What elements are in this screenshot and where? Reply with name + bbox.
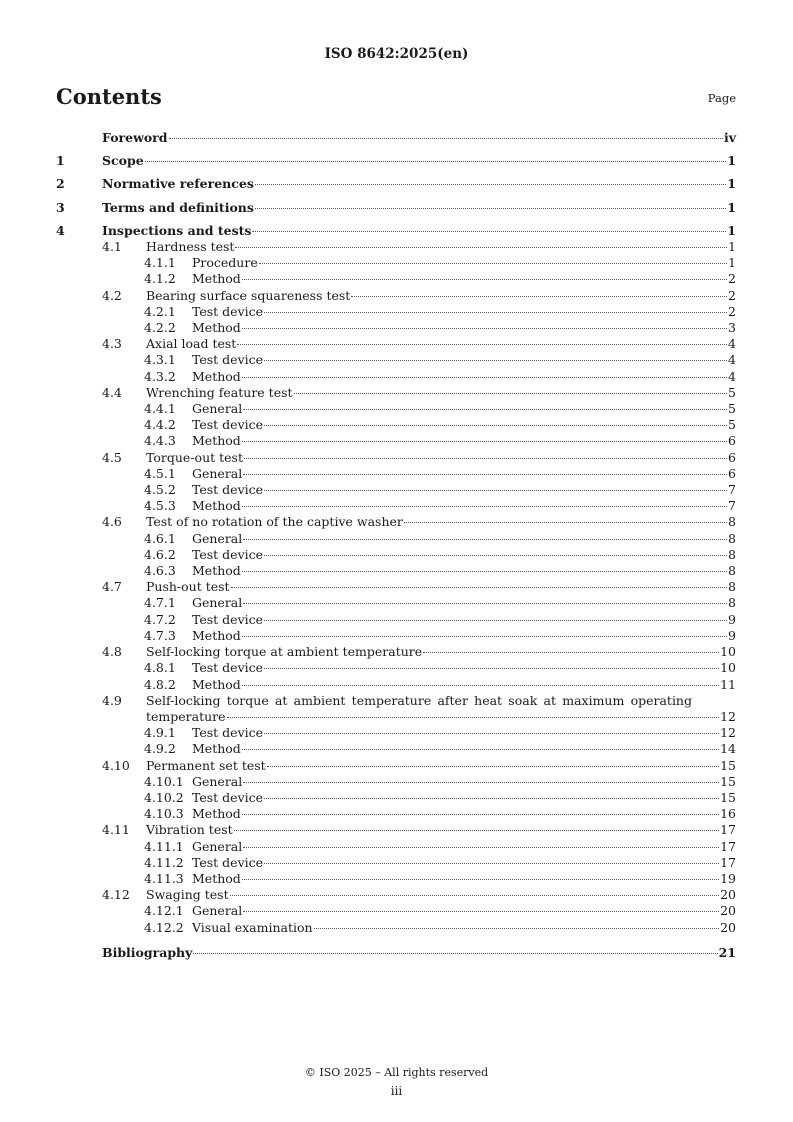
toc-entry-page: 6 <box>728 449 736 465</box>
toc-entry[interactable] <box>56 498 736 514</box>
toc-leader-dots <box>264 863 719 864</box>
toc-leader-dots <box>252 231 726 232</box>
toc-leader-dots <box>267 766 719 767</box>
toc-leader-dots <box>264 798 719 799</box>
toc-entry-number: 4 <box>56 222 65 238</box>
toc-entry-number: 4.10.3 <box>144 806 184 822</box>
toc-entry-title: Swaging test <box>146 887 229 903</box>
toc-entry-title: Terms and definitions <box>102 199 254 215</box>
toc-leader-dots <box>243 911 719 912</box>
toc-entry[interactable] <box>56 709 736 725</box>
toc-entry-title: Bearing surface squareness test <box>146 287 351 303</box>
toc-leader-dots <box>145 161 727 162</box>
toc-entry-title: Test device <box>192 482 264 498</box>
toc-entry-page: 12 <box>720 708 736 724</box>
toc-entry-title: General <box>192 465 243 481</box>
page-number: iii <box>390 1084 403 1098</box>
toc-entry-title: Test device <box>192 611 264 627</box>
toc-leader-dots <box>264 425 727 426</box>
page-title: Contents <box>56 84 162 109</box>
toc-entry-page: 8 <box>728 595 736 611</box>
toc-leader-dots <box>294 393 728 394</box>
toc-entry-title: Method <box>192 870 241 886</box>
toc-leader-dots <box>243 474 727 475</box>
toc-leader-dots <box>242 685 719 686</box>
toc-entry-page: 20 <box>720 903 736 919</box>
toc-entry[interactable] <box>56 288 736 304</box>
toc-entry-title: Test of no rotation of the captive washer <box>146 514 403 530</box>
toc-entry-number: 4.5.2 <box>144 482 176 498</box>
toc-entry-number: 4.8.1 <box>144 660 176 676</box>
toc-leader-dots <box>227 717 720 718</box>
toc-entry-number: 4.7 <box>102 579 122 595</box>
toc-leader-dots <box>264 620 727 621</box>
toc-entry-page: iv <box>723 130 736 145</box>
toc-entry-number: 4.7.1 <box>144 595 176 611</box>
toc-entry[interactable] <box>56 855 736 871</box>
toc-leader-dots <box>237 344 727 345</box>
toc-leader-dots <box>314 928 720 929</box>
toc-entry[interactable] <box>56 887 736 903</box>
toc-leader-dots <box>234 830 719 831</box>
toc-entry-title: Torque-out test <box>146 449 243 465</box>
toc-entry[interactable] <box>56 920 736 936</box>
toc-entry-page: 3 <box>728 320 736 336</box>
toc-leader-dots <box>243 782 719 783</box>
toc-entry-page: 1 <box>727 199 736 215</box>
toc-entry-page: 10 <box>720 644 736 660</box>
toc-entry[interactable] <box>56 774 736 790</box>
toc-entry-page: 1 <box>728 255 736 271</box>
toc-entry-title: Method <box>192 741 241 757</box>
toc-entry-number: 2 <box>56 176 65 192</box>
toc-leader-dots <box>255 208 726 209</box>
toc-entry[interactable] <box>56 693 736 709</box>
toc-entry-title: Visual examination <box>192 919 313 935</box>
toc-leader-dots <box>243 603 727 604</box>
toc-entry-number: 1 <box>56 153 65 169</box>
toc-entry[interactable] <box>56 369 736 385</box>
toc-entry[interactable] <box>56 579 736 595</box>
toc-entry-title: Bibliography <box>102 944 193 960</box>
toc-entry[interactable] <box>56 514 736 530</box>
toc-entry-page: 8 <box>728 579 736 595</box>
toc-entry-number: 4.5.1 <box>144 465 176 481</box>
toc-entry-title: Push-out test <box>146 579 230 595</box>
toc-leader-dots <box>242 441 727 442</box>
toc-entry-page: 7 <box>728 498 736 514</box>
toc-entry-title: Axial load test <box>146 336 237 352</box>
toc-entry-number: 4.1.2 <box>144 271 176 287</box>
toc-entry[interactable] <box>56 200 736 216</box>
page-column-label: Page <box>707 91 736 105</box>
toc-entry-number: 4.8 <box>102 644 122 660</box>
toc-entry[interactable] <box>56 352 736 368</box>
toc-entry-number: 3 <box>56 199 65 215</box>
toc-entry-page: 1 <box>727 176 736 192</box>
toc-entry-title: General <box>192 530 243 546</box>
toc-entry-page: 1 <box>728 239 736 255</box>
toc-entry-number: 4.5.3 <box>144 498 176 514</box>
toc-entry[interactable] <box>56 239 736 255</box>
toc-leader-dots <box>242 636 727 637</box>
toc-entry-page: 21 <box>718 944 736 960</box>
toc-entry-number: 4.7.2 <box>144 611 176 627</box>
toc-entry-number: 4.12 <box>102 887 130 903</box>
toc-entry-title: Permanent set test <box>146 757 266 773</box>
toc-entry-page: 9 <box>728 611 736 627</box>
toc-entry-title: General <box>192 773 243 789</box>
toc-entry-title: Self-locking torque at ambient temperature after heat soak at maximum operating <box>146 692 692 708</box>
toc-entry-title: Normative references <box>102 176 254 192</box>
toc-entry-number: 4.11.3 <box>144 870 184 886</box>
toc-entry-number: 4.3.2 <box>144 368 176 384</box>
toc-entry-number: 4.4.3 <box>144 433 176 449</box>
toc-leader-dots <box>242 749 719 750</box>
toc-entry-title: Method <box>192 676 241 692</box>
toc-entry[interactable] <box>56 223 736 239</box>
toc-entry[interactable] <box>56 871 736 887</box>
toc-entry-title: Hardness test <box>146 239 235 255</box>
toc-entry[interactable] <box>56 945 736 961</box>
toc-entry-number: 4.6.3 <box>144 563 176 579</box>
toc-entry-page: 20 <box>720 887 736 903</box>
toc-entry-number: 4.1 <box>102 239 122 255</box>
toc-entry-page: 14 <box>720 741 736 757</box>
toc-entry-number: 4.4.2 <box>144 417 176 433</box>
toc-entry-title: Method <box>192 627 241 643</box>
toc-entry-title: Vibration test <box>146 822 233 838</box>
toc-entry-title: Wrenching feature test <box>146 384 293 400</box>
toc-leader-dots <box>264 733 719 734</box>
toc-entry[interactable] <box>56 839 736 855</box>
toc-leader-dots <box>242 879 719 880</box>
toc-leader-dots <box>264 668 719 669</box>
toc-entry-number: 4.7.3 <box>144 627 176 643</box>
toc-entry[interactable] <box>56 417 736 433</box>
toc-entry-number: 4.8.2 <box>144 676 176 692</box>
toc-entry-title: Inspections and tests <box>102 222 252 238</box>
toc-entry-number: 4.11 <box>102 822 130 838</box>
toc-entry-page: 11 <box>720 676 736 692</box>
toc-entry-number: 4.2.1 <box>144 303 176 319</box>
toc-entry[interactable] <box>56 628 736 644</box>
toc-entry-page: 8 <box>728 530 736 546</box>
toc-entry-title: Test device <box>192 789 264 805</box>
toc-entry[interactable] <box>56 531 736 547</box>
toc-entry-page: 2 <box>728 271 736 287</box>
toc-entry-number: 4.6 <box>102 514 122 530</box>
toc-entry-page: 2 <box>728 303 736 319</box>
toc-entry-title: Method <box>192 271 241 287</box>
toc-entry[interactable] <box>56 336 736 352</box>
toc-entry[interactable] <box>56 547 736 563</box>
toc-entry-page: 20 <box>720 919 736 935</box>
toc-leader-dots <box>242 506 727 507</box>
toc-entry-page: 5 <box>728 384 736 400</box>
toc-entry[interactable] <box>56 563 736 579</box>
toc-entry-page: 5 <box>728 417 736 433</box>
toc-entry-page: 6 <box>728 465 736 481</box>
toc-leader-dots <box>404 522 727 523</box>
toc-entry-page: 17 <box>720 822 736 838</box>
toc-entry-page: 8 <box>728 546 736 562</box>
toc-entry-title: General <box>192 838 243 854</box>
document-header: ISO 8642:2025(en) <box>324 46 469 62</box>
table-of-contents <box>56 130 736 961</box>
toc-entry-title: Method <box>192 320 241 336</box>
toc-entry-title: Test device <box>192 546 264 562</box>
toc-entry-page: 4 <box>728 336 736 352</box>
toc-entry-page: 2 <box>728 287 736 303</box>
toc-leader-dots <box>244 458 727 459</box>
toc-entry-number: 4.10.2 <box>144 789 184 805</box>
toc-leader-dots <box>242 377 727 378</box>
toc-entry-number: 4.3 <box>102 336 122 352</box>
toc-entry[interactable] <box>56 806 736 822</box>
toc-entry-title: Test device <box>192 854 264 870</box>
toc-leader-dots <box>264 555 727 556</box>
toc-entry-title: Test device <box>192 352 264 368</box>
toc-entry-title: Method <box>192 806 241 822</box>
toc-entry-title: Self-locking torque at ambient temperature <box>146 644 423 660</box>
toc-entry-number: 4.9.2 <box>144 741 176 757</box>
toc-entry-page: 7 <box>728 482 736 498</box>
toc-entry[interactable] <box>56 385 736 401</box>
toc-leader-dots <box>193 953 717 954</box>
toc-leader-dots <box>255 184 726 185</box>
toc-leader-dots <box>242 571 727 572</box>
toc-leader-dots <box>243 539 727 540</box>
toc-leader-dots <box>243 409 727 410</box>
toc-entry[interactable] <box>56 320 736 336</box>
toc-entry-number: 4.5 <box>102 449 122 465</box>
toc-entry-number: 4.9 <box>102 692 122 708</box>
toc-leader-dots <box>264 312 727 313</box>
toc-leader-dots <box>259 263 727 264</box>
toc-entry-number: 4.12.2 <box>144 919 184 935</box>
toc-entry-title: Foreword <box>102 130 168 145</box>
toc-entry-number: 4.6.1 <box>144 530 176 546</box>
toc-entry-page: 15 <box>720 789 736 805</box>
toc-leader-dots <box>264 360 727 361</box>
toc-leader-dots <box>351 296 727 297</box>
toc-entry-number: 4.9.1 <box>144 725 176 741</box>
toc-entry[interactable] <box>56 482 736 498</box>
toc-leader-dots <box>264 490 727 491</box>
toc-entry-page: 6 <box>728 433 736 449</box>
toc-entry-title: Test device <box>192 303 264 319</box>
toc-entry-title: Test device <box>192 417 264 433</box>
toc-entry-number: 4.2 <box>102 287 122 303</box>
toc-entry[interactable] <box>56 450 736 466</box>
toc-entry[interactable] <box>56 660 736 676</box>
toc-entry-page: 5 <box>728 401 736 417</box>
toc-entry-page: 17 <box>720 838 736 854</box>
toc-leader-dots <box>242 814 719 815</box>
toc-entry[interactable] <box>56 176 736 192</box>
toc-entry[interactable] <box>56 790 736 806</box>
toc-entry-page: 10 <box>720 660 736 676</box>
toc-entry-title: temperature <box>146 708 226 724</box>
toc-entry-page: 1 <box>727 153 736 169</box>
toc-entry-number: 4.1.1 <box>144 255 176 271</box>
toc-entry-title: Test device <box>192 660 264 676</box>
toc-entry-page: 15 <box>720 757 736 773</box>
toc-entry-title: Test device <box>192 725 264 741</box>
toc-leader-dots <box>242 328 727 329</box>
toc-leader-dots <box>423 652 719 653</box>
toc-leader-dots <box>230 895 719 896</box>
toc-entry-number: 4.2.2 <box>144 320 176 336</box>
toc-entry-title: Scope <box>102 153 144 169</box>
toc-entry-title: Method <box>192 433 241 449</box>
toc-entry-number: 4.11.1 <box>144 838 184 854</box>
toc-entry[interactable] <box>56 644 736 660</box>
toc-leader-dots <box>235 247 727 248</box>
toc-entry[interactable] <box>56 822 736 838</box>
toc-entry-page: 19 <box>720 870 736 886</box>
toc-entry-number: 4.11.2 <box>144 854 184 870</box>
toc-entry-number: 4.4.1 <box>144 401 176 417</box>
toc-entry[interactable] <box>56 758 736 774</box>
toc-leader-dots <box>231 587 727 588</box>
toc-entry[interactable] <box>56 595 736 611</box>
toc-leader-dots <box>243 847 719 848</box>
toc-entry[interactable] <box>56 741 736 757</box>
toc-entry-number: 4.10 <box>102 757 130 773</box>
toc-entry-title: General <box>192 903 243 919</box>
toc-entry[interactable] <box>56 612 736 628</box>
toc-leader-dots <box>242 279 727 280</box>
toc-entry[interactable] <box>56 304 736 320</box>
toc-entry-page: 4 <box>728 352 736 368</box>
toc-entry-title: Method <box>192 563 241 579</box>
toc-entry-page: 16 <box>720 806 736 822</box>
toc-entry-page: 1 <box>727 222 736 238</box>
toc-entry[interactable] <box>56 466 736 482</box>
toc-entry[interactable] <box>56 725 736 741</box>
toc-entry-page: 4 <box>728 368 736 384</box>
toc-entry-page: 9 <box>728 627 736 643</box>
toc-entry[interactable] <box>56 271 736 287</box>
toc-entry[interactable] <box>56 130 736 146</box>
toc-entry-page: 12 <box>720 725 736 741</box>
toc-entry[interactable] <box>56 433 736 449</box>
toc-entry-page: 8 <box>728 514 736 530</box>
toc-entry[interactable] <box>56 401 736 417</box>
toc-entry-page: 8 <box>728 563 736 579</box>
toc-entry-page: 15 <box>720 773 736 789</box>
toc-entry-number: 4.10.1 <box>144 773 184 789</box>
toc-entry-number: 4.12.1 <box>144 903 184 919</box>
toc-entry-title: General <box>192 595 243 611</box>
toc-entry-title: General <box>192 401 243 417</box>
toc-entry-number: 4.6.2 <box>144 546 176 562</box>
toc-entry[interactable] <box>56 255 736 271</box>
toc-entry[interactable] <box>56 153 736 169</box>
toc-entry-title: Method <box>192 498 241 514</box>
toc-leader-dots <box>169 138 723 139</box>
toc-entry-title: Method <box>192 368 241 384</box>
toc-entry-page: 17 <box>720 854 736 870</box>
toc-entry[interactable] <box>56 903 736 919</box>
toc-entry[interactable] <box>56 677 736 693</box>
toc-entry-number: 4.4 <box>102 384 122 400</box>
toc-entry-title: Procedure <box>192 255 258 271</box>
toc-entry-number: 4.3.1 <box>144 352 176 368</box>
copyright-footer: © ISO 2025 – All rights reserved <box>304 1066 489 1079</box>
